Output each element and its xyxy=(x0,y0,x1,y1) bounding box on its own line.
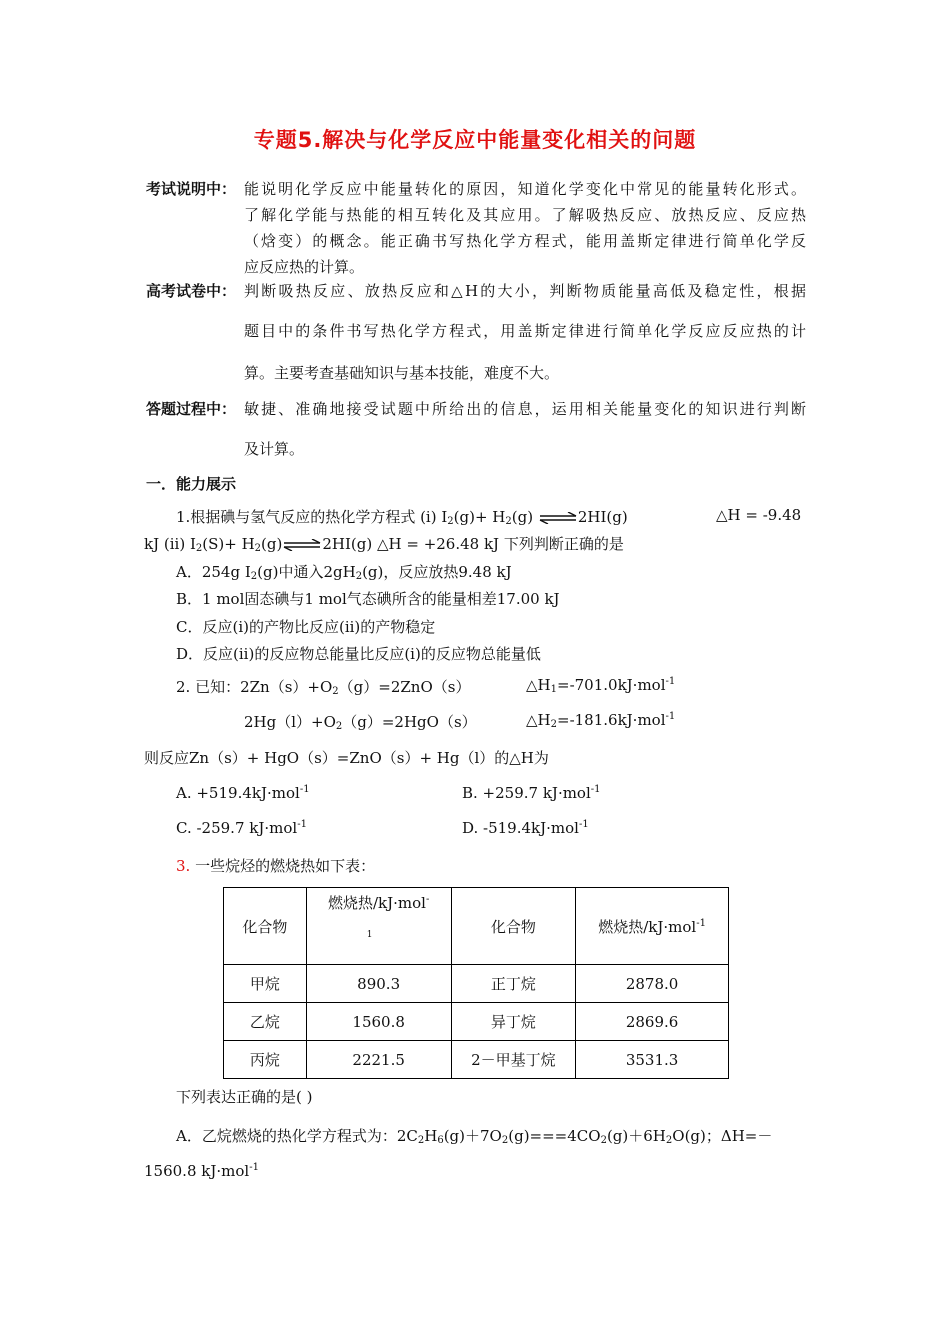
table-cell: 2221.5 xyxy=(306,1041,451,1079)
q2-known-eq2: $2Hg(l)+O_2(g)=2HgO(s)$ xyxy=(244,713,477,732)
q1-option-c: C．反应(i)的产物比反应(ii)的产物稳定 xyxy=(176,618,436,636)
equilibrium-arrow-icon xyxy=(538,512,578,524)
q3-question: 下列表达正确的是( ) xyxy=(176,1088,313,1106)
combustion-heat-table xyxy=(223,887,729,1079)
table-cell: 890.3 xyxy=(306,965,451,1003)
q3-option-a-cont: 1560.8 kJ·mol$^{-1}$ xyxy=(144,1162,259,1180)
section-heading: 一．能力展示 xyxy=(146,475,237,493)
exam-desc-line: 了解化学能与热能的相互转化及其应用。了解吸热反应、放热反应、反应热 xyxy=(244,206,806,224)
q2-known-eq1: 2. 已知：$2Zn(s)+O_2(g)=2ZnO(s)$ xyxy=(176,678,471,697)
equilibrium-arrow-icon xyxy=(282,539,322,551)
exam-paper-line: 判断吸热反应、放热反应和△H的大小，判断物质能量高低及稳定性，根据 xyxy=(244,282,806,300)
table-header-cell: 化合物 xyxy=(451,888,576,965)
q2-question: 则反应Zn（s）+ HgO（s）=ZnO（s）+ Hg（l）的△H为 xyxy=(144,749,549,767)
table-cell: 3531.3 xyxy=(576,1041,729,1079)
table-cell: 1560.8 xyxy=(306,1003,451,1041)
q1-option-d: D．反应(ii)的反应物总能量比反应(i)的反应物总能量低 xyxy=(176,645,541,663)
exam-paper-line: 题目中的条件书写热化学方程式，用盖斯定律进行简单化学反应反应热的计 xyxy=(244,322,806,340)
q1-option-a: A．254g $I_2(g)$中通入$2gH_2(g)$，反应放热9.48 kJ xyxy=(176,563,512,582)
answer-process-line: 及计算。 xyxy=(244,440,305,458)
answer-process-line: 敏捷、准确地接受试题中所给出的信息，运用相关能量变化的知识进行判断 xyxy=(244,400,806,418)
exam-desc-label: 考试说明中： xyxy=(146,180,237,198)
table-cell: 正丁烷 xyxy=(451,965,576,1003)
q2-option-a: A. +519.4kJ·mol$^{-1}$ xyxy=(176,784,310,802)
table-cell: 丙烷 xyxy=(224,1041,307,1079)
q1-dh1: △H = -9.48 xyxy=(716,506,802,524)
table-row xyxy=(224,1041,729,1079)
exam-paper-label: 高考试卷中： xyxy=(146,282,237,300)
table-cell: 2878.0 xyxy=(576,965,729,1003)
table-cell: 异丁烷 xyxy=(451,1003,576,1041)
exam-paper-line: 算。主要考查基础知识与基本技能，难度不大。 xyxy=(244,364,560,382)
table-header-cell: 燃烧热/kJ·mol$^{-1}$ xyxy=(576,888,729,965)
q2-dh2: $\triangle H_2=-181.6kJ\cdot mol^{-1}$ xyxy=(526,711,676,730)
table-header-row xyxy=(224,888,729,965)
table-cell: 2869.6 xyxy=(576,1003,729,1041)
answer-process-label: 答题过程中： xyxy=(146,400,237,418)
q3-number: 3. xyxy=(176,857,191,875)
table-cell: 甲烷 xyxy=(224,965,307,1003)
q1-stem: 1.根据碘与氢气反应的热化学方程式 (i) $I_2(g)+ H_2(g)$ 2HI(g) xyxy=(176,508,628,527)
table-header-cell: 化合物 xyxy=(224,888,307,965)
table-cell: 乙烷 xyxy=(224,1003,307,1041)
exam-desc-line: 能说明化学反应中能量转化的原因，知道化学变化中常见的能量转化形式。 xyxy=(244,180,806,198)
exam-desc-line: 应反应热的计算。 xyxy=(244,258,365,276)
q3-stem: 3. 一些烷烃的燃烧热如下表： xyxy=(176,857,376,875)
table-cell: 2－甲基丁烷 xyxy=(451,1041,576,1079)
q2-option-d: D. -519.4kJ·mol$^{-1}$ xyxy=(462,819,589,837)
q1-stem-line2: kJ (ii) $I_2(S)+ H_2(g)$ 2HI(g) △H = +26.48 kJ 下列判断正确的是 xyxy=(144,535,624,554)
exam-desc-line: （焓变）的概念。能正确书写热化学方程式，能用盖斯定律进行简单化学反 xyxy=(244,232,806,250)
page-title: 专题5.解决与化学反应中能量变化相关的问题 xyxy=(253,128,697,152)
table-header-cell: 燃烧热/kJ·mol- 1 xyxy=(306,888,451,965)
table-row xyxy=(224,965,729,1003)
q2-option-b: B. +259.7 kJ·mol$^{-1}$ xyxy=(462,784,601,802)
q3-option-a: A．乙烷燃烧的热化学方程式为：$2C_2H_6(g)+7O_2(g)===4CO_2(g)+6H_2O(g)$；ΔH=－ xyxy=(176,1127,773,1146)
q2-dh1: $\triangle H_1=-701.0kJ\cdot mol^{-1}$ xyxy=(526,676,676,695)
q1-option-b: B．1 mol固态碘与1 mol气态碘所含的能量相差17.00 kJ xyxy=(176,590,560,608)
table-row xyxy=(224,1003,729,1041)
q2-option-c: C. -259.7 kJ·mol$^{-1}$ xyxy=(176,819,307,837)
